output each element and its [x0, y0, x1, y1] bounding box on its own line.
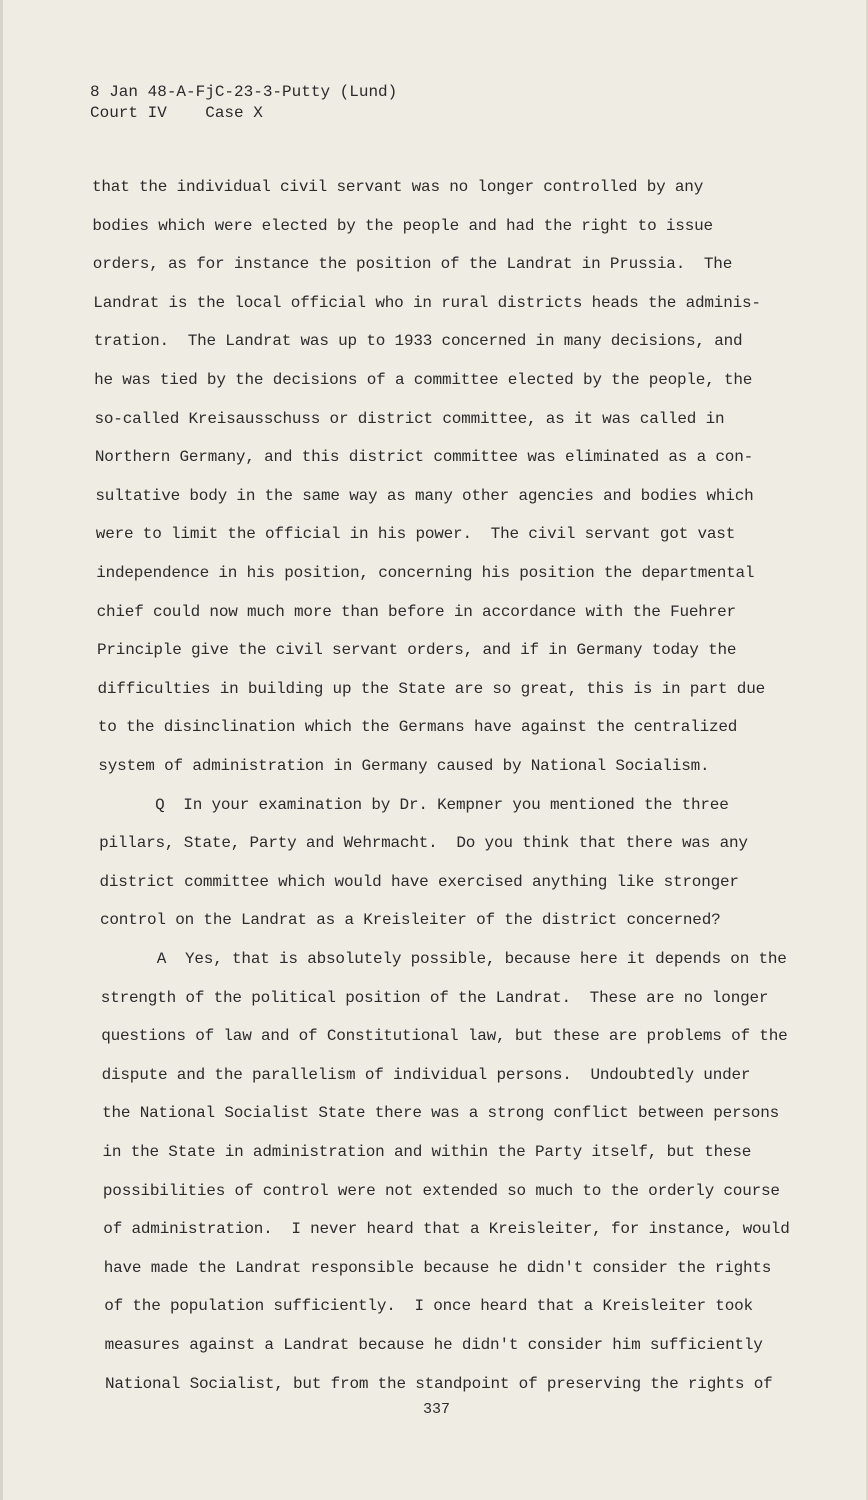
header-transcript-id: 8 Jan 48-A-FjC-23-3-Putty (Lund): [90, 83, 398, 101]
body-line: of administration. I never heard that a Kreisleiter, for instance, would: [103, 1220, 790, 1239]
header-court-case: Court IV Case X: [90, 104, 263, 122]
body-line: control on the Landrat as a Kreisleiter of the district concerned?: [100, 911, 721, 930]
body-line: have made the Landrat responsible because he didn't consider the rights: [103, 1258, 772, 1277]
body-line: he was tied by the decisions of a committee elected by the people, the: [94, 371, 753, 389]
body-line: in the State in administration and within the Party itself, but these: [102, 1143, 752, 1161]
body-line: Q In your examination by Dr. Kempner you mentioned the three: [98, 795, 729, 814]
body-line: dispute and the parallelism of individual persons. Undoubtedly under: [101, 1065, 751, 1084]
body-line: measures against a Landrat because he didn't consider him sufficiently: [104, 1336, 763, 1354]
body-line: of the population sufficiently. I once heard that a Kreisleiter took: [104, 1297, 753, 1316]
body-line: A Yes, that is absolutely possible, because here it depends on the: [100, 950, 787, 968]
body-line: the National Socialist State there was a strong conflict between persons: [102, 1104, 780, 1123]
body-line: sultative body in the same way as many other agencies and bodies which: [95, 486, 754, 505]
body-line: Northern Germany, and this district committee was eliminated as a con-: [94, 448, 754, 467]
body-line: strength of the political position of the Landrat. These are no longer: [100, 988, 769, 1007]
body-line: orders, as for instance the position of the Landrat in Prussia. The: [92, 255, 733, 274]
body-line: were to limit the official in his power. The civil servant got vast: [95, 525, 736, 544]
body-line: possibilities of control were not extended so much to the orderly course: [102, 1181, 780, 1200]
body-line: district committee which would have exercised anything like stronger: [99, 872, 739, 891]
body-line: questions of law and of Constitutional law, but these are problems of the: [101, 1027, 788, 1046]
body-line: tration. The Landrat was up to 1933 concerned in many decisions, and: [93, 332, 743, 351]
body-line: chief could now much more than before in accordance with the Fuehrer: [96, 602, 736, 621]
body-line: system of administration in Germany caused by National Socialism.: [98, 757, 710, 775]
document-body: [3, 0, 868, 1500]
page-number: 337: [423, 1401, 451, 1418]
body-line: so-called Kreisausschuss or district committee, as it was called in: [94, 409, 725, 428]
body-line: to the disinclination which the Germans have against the centralized: [97, 718, 738, 737]
body-line: bodies which were elected by the people and had the right to issue: [92, 216, 713, 235]
body-line: that the individual civil servant was no longer controlled by any: [92, 178, 704, 196]
body-line: independence in his position, concerning his position the departmental: [96, 564, 755, 582]
body-line: difficulties in building up the State are so great, this is in part due: [97, 679, 766, 698]
body-line: Principle give the civil servant orders, and if in Germany today the: [97, 641, 737, 660]
body-line: Landrat is the local official who in rural districts heads the adminis-: [93, 293, 761, 312]
body-line: pillars, State, Party and Wehrmacht. Do you think that there was any: [99, 834, 748, 853]
body-line: National Socialist, but from the standpoint of preserving the rights of: [105, 1374, 773, 1393]
